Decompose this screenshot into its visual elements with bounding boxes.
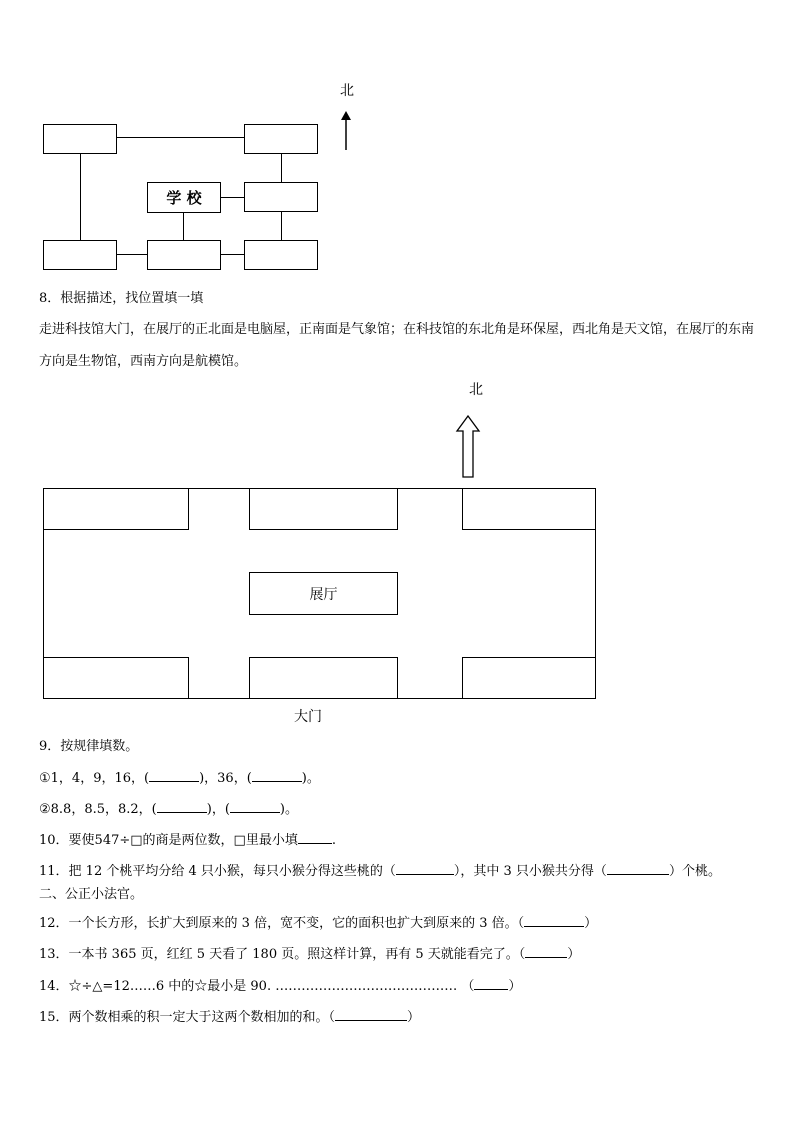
blank-room-box <box>249 488 398 530</box>
answer-blank[interactable] <box>252 769 302 782</box>
blank-box <box>147 240 221 270</box>
connector-line <box>117 254 147 255</box>
blank-room-box <box>43 488 189 530</box>
question-15: 15．两个数相乘的积一定大于这两个数相加的和。（ ） <box>39 1010 421 1025</box>
north-label: 北 <box>340 83 354 99</box>
answer-blank[interactable] <box>524 914 584 927</box>
item-number: ② <box>39 802 51 817</box>
connector-line <box>281 153 282 182</box>
answer-blank[interactable] <box>396 862 454 875</box>
answer-blank[interactable] <box>149 769 199 782</box>
question-14: 14．☆÷△=12……6 中的☆最小是 90. …………………………………… （ ） <box>39 979 522 994</box>
gate-label: 大门 <box>294 709 322 725</box>
question-8-title: 8．根据描述，找位置填一填 <box>39 291 204 306</box>
school-box <box>147 182 221 213</box>
question-12: 12．一个长方形，长扩大到原来的 3 倍，宽不变，它的面积也扩大到原来的 3 倍。（ ） <box>39 916 598 931</box>
question-8-description: 走进科技馆大门，在展厅的正北面是电脑屋，正南面是气象馆；在科技馆的东北角是环保屋，西北角是天文馆，在展厅的东南方向是生物馆，西南方向是航模馆。 <box>39 322 755 369</box>
question-9-title: 9．按规律填数。 <box>39 739 139 754</box>
blank-room-box <box>462 657 596 699</box>
answer-blank[interactable] <box>230 800 280 813</box>
connector-line <box>220 197 245 198</box>
blank-room-box <box>249 657 398 699</box>
blank-box <box>43 240 117 270</box>
answer-blank[interactable] <box>157 800 207 813</box>
answer-blank[interactable] <box>474 977 508 990</box>
answer-blank[interactable] <box>335 1008 407 1021</box>
connector-line <box>183 212 184 240</box>
question-9-item-2: ②8.8，8.5，8.2，( )，( )。 <box>39 802 298 817</box>
connector-line <box>281 211 282 240</box>
north-arrow <box>338 110 354 152</box>
blank-box <box>43 124 117 154</box>
question-9-item-1: ①1，4，9，16，( )，36，( )。 <box>39 771 320 786</box>
connector-line <box>220 254 245 255</box>
question-13: 13．一本书 365 页，红红 5 天看了 180 页。照这样计算，再有 5 天就能看完了。（ ） <box>39 947 581 962</box>
north-label: 北 <box>469 382 483 398</box>
blank-room-box <box>43 657 189 699</box>
north-arrow <box>455 415 481 479</box>
hall-box <box>249 572 398 615</box>
answer-blank[interactable] <box>298 831 332 844</box>
section-2-title: 二、公正小法官。 <box>39 887 144 902</box>
answer-blank[interactable] <box>525 945 567 958</box>
answer-blank[interactable] <box>607 862 669 875</box>
blank-box <box>244 182 318 212</box>
question-11: 11．把 12 个桃平均分给 4 只小猴，每只小猴分得这些桃的（ ），其中 3 只小猴共分得（ ）个桃。 <box>39 864 721 879</box>
question-10: 10．要使547÷□的商是两位数，□里最小填 . <box>39 833 336 848</box>
blank-room-box <box>462 488 596 530</box>
hall-label: 展厅 <box>309 586 338 603</box>
item-number: ① <box>39 771 51 786</box>
school-label: 学 校 <box>166 189 202 207</box>
blank-box <box>244 124 318 154</box>
blank-box <box>244 240 318 270</box>
connector-line <box>117 137 244 138</box>
connector-line <box>80 153 81 240</box>
